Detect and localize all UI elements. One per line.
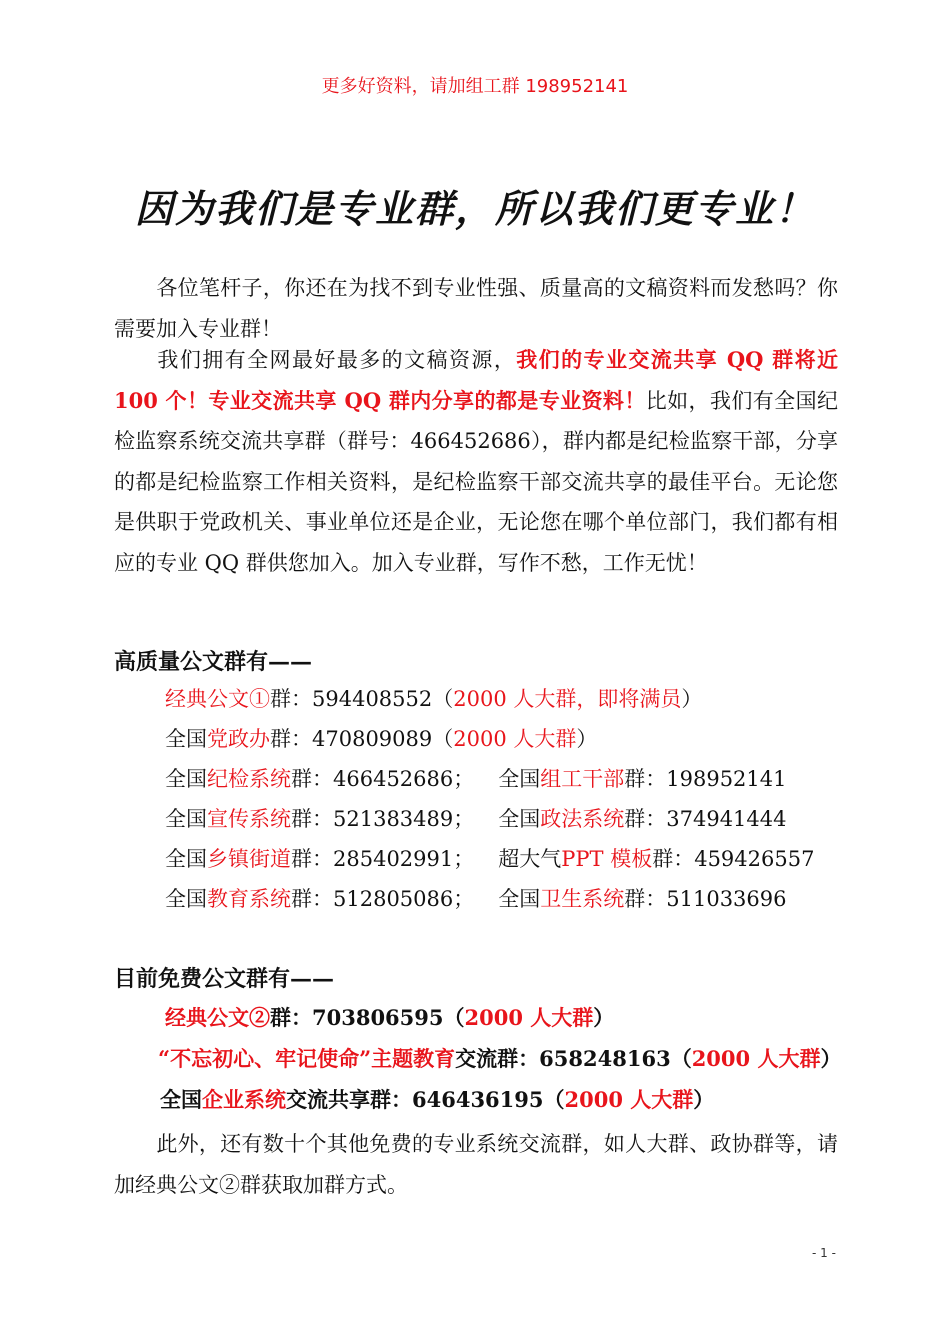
group-label: 群： (270, 1005, 312, 1030)
header-promo-text: 更多好资料，请加组工群 198952141 (321, 76, 629, 97)
group-label: 交流共享群： (286, 1087, 412, 1112)
intro-p2-start: 我们拥有全网最好最多的文稿资源， (156, 348, 517, 372)
group-number-2: 459426557 (694, 847, 815, 871)
group-number: 285402991； (333, 847, 475, 871)
group-name: “不忘初心、牢记使命”主题教育 (158, 1046, 456, 1071)
footer-text: 此外，还有数十个其他免费的专业系统交流群，如人大群、政协群等，请加经典公文②群获取加群方式。 (114, 1132, 838, 1197)
section1-row-1 (165, 683, 702, 713)
group-name: 经典公文① (165, 687, 270, 711)
group-name: 经典公文② (165, 1005, 270, 1030)
group-name: 党政办 (207, 727, 270, 751)
group-name: 教育系统 (207, 887, 291, 911)
group-note: 2000 人大群 (564, 1087, 694, 1112)
close-paren: ） (820, 1046, 842, 1071)
group-label: 群： (270, 727, 312, 751)
group-label-2: 群： (624, 807, 667, 831)
open-paren: （ (432, 727, 454, 751)
intro-p2-end: 比如，我们有全国纪检监察系统交流共享群（群号：466452686），群内都是纪检监察干部，分享的都是纪检监察工作相关资料，是纪检监察干部交流共享的最佳平台。无论您是供职于党政机关、事业单位还是企业，无论您在哪个单位部门，我们都有相应的专业 QQ 群供您加入。加入专业群，写作不愁，工作无忧！ (114, 388, 838, 575)
open-paren: （ (443, 1005, 465, 1030)
section1-title: 高质量公文群有—— (114, 649, 313, 675)
group-label: 群： (270, 687, 312, 711)
group-label: 群： (291, 767, 333, 791)
group-name-2: PPT 模板 (561, 847, 653, 871)
group-number: 703806595 (312, 1005, 444, 1030)
group-prefix: 全国 (165, 807, 207, 831)
group-prefix-2: 全国 (498, 887, 541, 911)
group-number: 466452686； (333, 767, 475, 791)
group-name-2: 政法系统 (540, 807, 625, 831)
slogan-title: 因为我们是专业群，所以我们更专业！ (134, 186, 815, 231)
group-prefix-2: 全国 (498, 807, 541, 831)
group-note: 2000 人大群 (464, 1005, 594, 1030)
group-prefix: 全国 (165, 847, 207, 871)
page-number: - 1 - (812, 1246, 836, 1260)
intro-p2-highlight: 我们的专业交流共享 QQ 群将近 100 个！专业交流共享 QQ 群内分享的都是专业资料！ (114, 347, 838, 413)
group-prefix-2: 超大气 (498, 847, 562, 871)
close-paren: ） (693, 1087, 715, 1112)
group-number: 521383489； (333, 807, 475, 831)
group-number: 646436195 (412, 1087, 544, 1112)
section1-row-3 (165, 763, 787, 793)
open-paren: （ (432, 687, 454, 711)
group-prefix: 全国 (160, 1087, 202, 1112)
group-prefix-2: 全国 (498, 767, 541, 791)
group-number-2: 511033696 (666, 887, 787, 911)
group-label: 交流群： (455, 1046, 540, 1071)
group-label: 群： (291, 847, 333, 871)
section1-row-4 (165, 803, 787, 833)
section1-row-2 (165, 723, 597, 753)
group-label: 群： (291, 887, 333, 911)
section2-row-1 (165, 1002, 614, 1032)
group-name: 宣传系统 (207, 807, 291, 831)
group-name: 乡镇街道 (207, 847, 291, 871)
group-number-2: 374941444 (666, 807, 787, 831)
close-paren: ） (593, 1005, 615, 1030)
group-label: 群： (291, 807, 333, 831)
group-name: 纪检系统 (207, 767, 291, 791)
group-number-2: 198952141 (666, 767, 787, 791)
intro-paragraph-2 (114, 340, 838, 583)
group-number: 512805086； (333, 887, 475, 911)
group-note: 2000 人大群，即将满员 (453, 687, 682, 711)
close-paren: ） (576, 727, 598, 751)
section2-row-2 (158, 1043, 841, 1073)
group-number: 658248163 (539, 1046, 671, 1071)
group-prefix: 全国 (165, 887, 207, 911)
close-paren: ） (681, 687, 703, 711)
intro-p1-text: 各位笔杆子，你还在为找不到专业性强、质量高的文稿资料而发愁吗？你需要加入专业群！ (114, 276, 838, 341)
group-prefix: 全国 (165, 767, 207, 791)
group-number: 594408552 (312, 687, 433, 711)
section2-title: 目前免费公文群有—— (114, 966, 335, 992)
group-name-2: 组工干部 (540, 767, 625, 791)
group-prefix: 全国 (165, 727, 207, 751)
section2-row-3 (160, 1084, 714, 1114)
section1-row-5 (165, 843, 814, 873)
group-label-2: 群： (652, 847, 695, 871)
open-paren: （ (543, 1087, 565, 1112)
group-label-2: 群： (624, 887, 667, 911)
section1-row-6 (165, 883, 787, 913)
open-paren: （ (670, 1046, 692, 1071)
group-name-2: 卫生系统 (540, 887, 625, 911)
group-number: 470809089 (312, 727, 433, 751)
group-name: 企业系统 (202, 1087, 286, 1112)
group-note: 2000 人大群 (691, 1046, 821, 1071)
intro-paragraph-1 (114, 268, 838, 349)
group-label-2: 群： (624, 767, 667, 791)
group-note: 2000 人大群 (453, 727, 577, 751)
section2-footer-paragraph (114, 1124, 838, 1205)
